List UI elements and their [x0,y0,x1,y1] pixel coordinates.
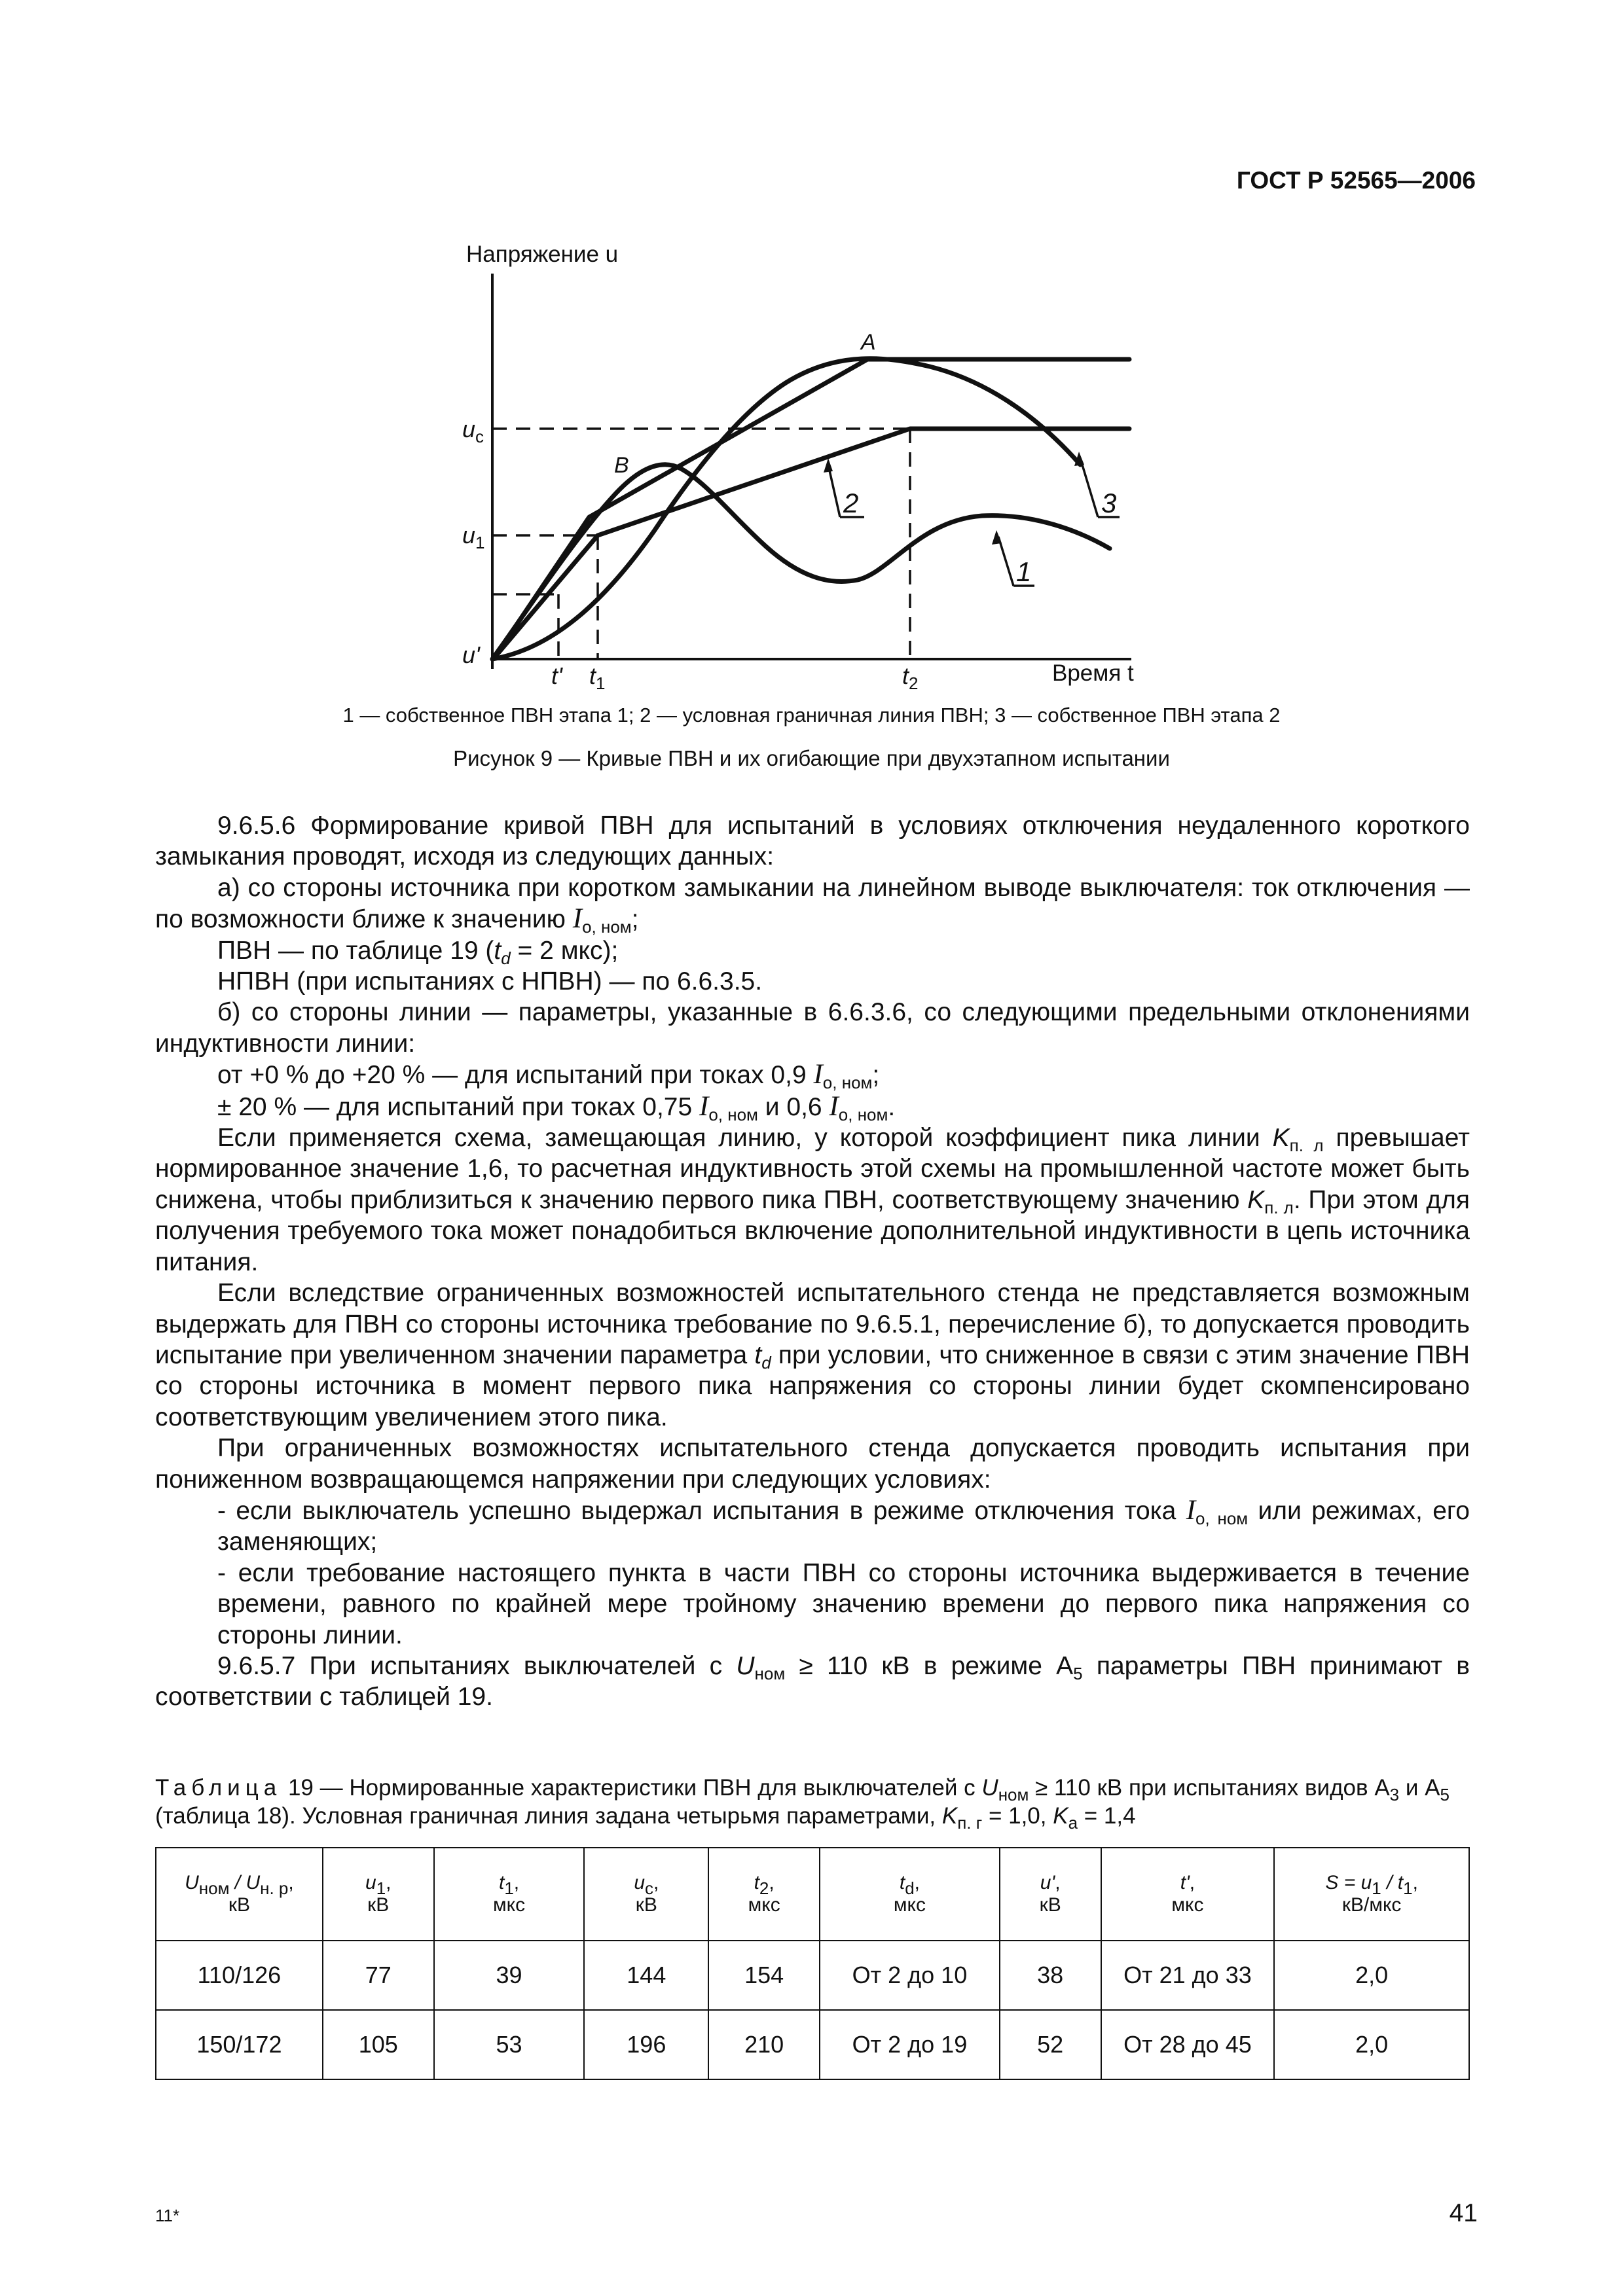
table-header-row [156,1848,1469,1941]
paragraph: б) со стороны линии — параметры, указанные в 6.6.3.6, со следующими предельными отклонениями индуктивности линии: [155,998,1470,1058]
paragraph: При ограниченных возможностях испытательного стенда допускается проводить испытания при пониженном возвращающемся напряжении при следующих условиях: [155,1434,1470,1494]
column-header: $t_d$, мкс [820,1848,1000,1941]
u1-tick-label: $u_1$ [462,522,485,552]
column-header: u', кВ [1000,1848,1101,1941]
table-cell: От 21 до 33 [1101,1941,1275,2010]
table-cell: 105 [323,2010,434,2079]
paragraph: Если вследствие ограниченных возможностей испытательного стенда не представляется возможным выдержать для ПВН со стороны источника требование по 9.6.5.1, перечисление б), то допускается проводить испытание при увеличенном значении параметра $t_d$ при условии, что сниженное в связи с этим значение ПВН со стороны источника в момент первого пика напряжения со стороны линии будет скомпенсировано соответствующим увеличением этого пика. [155,1279,1470,1431]
curve-3-number: 3 [1101,488,1117,518]
t-prime-tick-label: t' [551,662,562,689]
table-cell: 110/126 [156,1941,323,2010]
body-text [155,810,1470,1713]
document-header: ГОСТ Р 52565—2006 [1236,167,1476,194]
column-header: $u_1$, кВ [323,1848,434,1941]
table-cell: От 2 до 19 [820,2010,1000,2079]
column-header: t', мкс [1101,1848,1275,1941]
curve-2-number: 2 [843,488,859,518]
table-cell: 210 [708,2010,820,2079]
paragraph: от +0 % до +20 % — для испытаний при токах 0,9 $I_{о, ном}$; [217,1059,880,1093]
point-a-label: A [861,330,876,355]
paragraph: НПВН (при испытаниях с НПВН) — по 6.6.3.5. [217,967,763,996]
table-caption: Таблица 19 — Нормированные характеристики ПВН для выключателей с $U_{ном} \ge 110$ кВ при испытаниях видов $А_3$ и $А_5$ (таблица 18). Условная граничная линия задана четырьмя параметрами, $K_{п. г} = 1,0$, $K_а = 1,4$ [155,1775,1450,1833]
envelope-line-stage1 [494,359,1129,658]
point-b-label: B [614,453,629,478]
table-cell: 196 [584,2010,708,2079]
table-cell: 39 [434,1941,585,2010]
trv-parameters-table [155,1847,1470,2080]
boundary-line-2 [494,429,1129,658]
column-header: $U_{ном} / U_{н. р}$, кВ [156,1848,323,1941]
paragraph: - если выключатель успешно выдержал испытания в режиме отключения тока $I_{о, ном}$ или режимах, его заменяющих; [217,1494,1470,1556]
table-cell: От 28 до 45 [1101,2010,1275,2079]
table-cell: 53 [434,2010,585,2079]
table-row [156,1941,1469,2010]
paragraph: ± 20 % — для испытаний при токах 0,75 $I_{о, ном}$ и 0,6 $I_{о, ном}$. [217,1090,896,1124]
paragraph: - если требование настоящего пункта в части ПВН со стороны источника выдерживается в течение времени, равного по крайней мере тройному значению времени до первого пика напряжения со стороны линии. [217,1558,1470,1649]
table-cell: 52 [1000,2010,1101,2079]
t1-tick-label: $t_1$ [589,662,606,693]
paragraph: а) со стороны источника при коротком замыкании на линейном выводе выключателя: ток отключения — по возможности ближе к значению $I_{о, ном}$; [155,873,1470,937]
paragraph: 9.6.5.7 При испытаниях выключателей с $U_{ном} \ge 110$ кВ в режиме $А_5$ параметры ПВН принимают в соответствии с таблицей 19. [155,1651,1470,1712]
table-cell: 2,0 [1274,1941,1469,2010]
page-number: 41 [1449,2199,1478,2227]
paragraph: ПВН — по таблице 19 ($t_d = 2$ мкс); [217,936,619,968]
figure-9-chart [0,0,1623,707]
table-row [156,2010,1469,2079]
table-cell: 144 [584,1941,708,2010]
table-cell: 2,0 [1274,2010,1469,2079]
table-cell: 154 [708,1941,820,2010]
column-header: $t_1$, мкс [434,1848,585,1941]
curve-1-number: 1 [1016,556,1032,587]
paragraph: 9.6.5.6 Формирование кривой ПВН для испытаний в условиях отключения неудаленного короткого замыкания проводят, исходя из следующих данных: [155,812,1470,871]
figure-legend: 1 — собственное ПВН этапа 1; 2 — условная граничная линия ПВН; 3 — собственное ПВН этапа 2 [342,704,1281,726]
footer-mark: 11* [155,2206,180,2225]
figure-caption: Рисунок 9 — Кривые ПВН и их огибающие при двухэтапном испытании [453,746,1170,770]
uc-tick-label: $u_с$ [462,416,484,446]
y-axis-label: Напряжение u [466,242,619,267]
x-axis-label: Время t [1052,660,1134,686]
column-header: $u_c$, кВ [584,1848,708,1941]
table-cell: От 2 до 10 [820,1941,1000,2010]
table-cell: 38 [1000,1941,1101,2010]
paragraph: Если применяется схема, замещающая линию, у которой коэффициент пика линии $K_{п. л}$ превышает нормированное значение 1,6, то расчетная индуктивность этой схемы на промышленной частоте может быть снижена, чтобы приблизиться к значению первого пика ПВН, соответствующему значению $K_{п. л}$. При этом для получения требуемого тока может понадобиться включение дополнительной индуктивности в цепь источника питания. [155,1124,1470,1276]
column-header: $t_2$, мкс [708,1848,820,1941]
u-prime-tick-label: u' [462,641,480,668]
column-header: $S = u_1 / t_1$, кВ/мкс [1274,1848,1469,1941]
table-cell: 150/172 [156,2010,323,2079]
t2-tick-label: $t_2$ [902,662,919,693]
table-cell: 77 [323,1941,434,2010]
